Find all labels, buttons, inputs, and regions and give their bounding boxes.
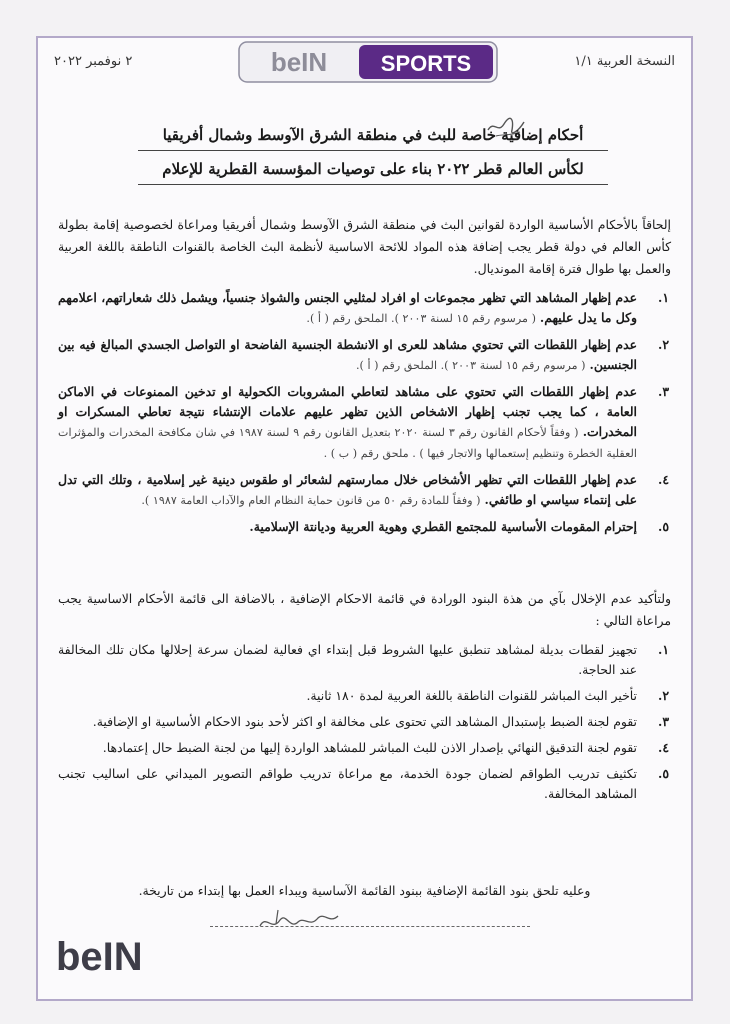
title-line-1: أحكام إضافية خاصة للبث في منطقة الشرق الآوسط وشمال أفريقيا [138, 122, 608, 151]
list-item [58, 738, 669, 758]
bein-sports-logo [237, 40, 499, 84]
bein-footer-logo [52, 926, 192, 986]
measure-text: تقوم لجنة التدقيق النهائي بإصدار الاذن للبث المباشر للمشاهد الواردة إليها من لجنة الضبط حال إعتمادها. [102, 740, 637, 755]
item-number: ٣. [658, 384, 669, 399]
list-item [58, 517, 669, 537]
list-item [58, 470, 669, 511]
item-number: ٢. [658, 688, 669, 703]
intro-paragraph: إلحاقاً بالأحكام الأساسية الواردة لقوانين البث في منطقة الشرق الآوسط وشمال أفريقيا ومراعاة لخصوصية إقامة بطولة كأس العالم في دولة قطر يجب إضافة هذه المواد للائحة الاساسية لأنظمة البث الخاصة بالقنوات الناطقة باللغة العربية والعمل بها طوال فترة إقامة المونديال. [58, 217, 671, 276]
header-version: النسخة العربية ١/١ [574, 54, 675, 69]
measure-text: تقوم لجنة الضبط بإستبدال المشاهد التي تحتوى على مخالفة او اكثر لأحد بنود الاحكام الأساسية او الإضافية. [92, 714, 637, 729]
rule-text: عدم إظهار اللقطات التي تحتوي على مشاهد لتعاطي المشروبات الكحولية او تدخين الممنوعات في الاماكن العامة ، كما يجب تجنب إظهار الاشخاص الذين تظهر عليهم علامات الإنتشاء نتيجة تعاطي المسكرات او المخدرات. [58, 384, 637, 439]
rule-text: عدم إظهار اللقطات التي تحتوي مشاهد للعرى او الانشطة الجنسية الفاضحة او التواصل الجسدي المبالغ فيه بين الجنسين. [58, 337, 637, 372]
logo-sports-text: SPORTS [380, 51, 472, 76]
item-number: ٢. [658, 337, 669, 352]
rule-reference: ( وفقاً لأحكام القانون رقم ٣ لسنة ٢٠٢٠ بتعديل القانون رقم ٩ لسنة ١٩٨٧ في شان مكافحة المخدرات والمؤثرات العقلية الخطرة وتنظيم إستعمالها والاتجار فيها ) . ملحق رقم ( ب ) . [58, 426, 637, 460]
footer-logo-text: beIN [56, 935, 143, 979]
document-page [36, 36, 693, 1001]
rules-list [58, 288, 669, 543]
item-number: ٤. [658, 740, 669, 755]
measure-text: تجهيز لقطات بديلة لمشاهد تنطبق عليها الشروط قبل إبتداء اي فعالية لضمان سرعة إحلالها مكان تلك المخالفة عند الحاجة. [58, 642, 637, 677]
list-item [58, 764, 669, 804]
item-number: ٥. [658, 766, 669, 781]
list-item [58, 686, 669, 706]
closing-paragraph: وعليه تلحق بنود القائمة الإضافية ببنود القائمة الآساسية ويبداء العمل بها إبتداء من تاريخة. [138, 883, 591, 898]
rule-text: عدم إظهار اللقطات التي تظهر الأشخاص خلال ممارستهم لشعائر او طقوس دينية غير إسلامية ، وتلك التي تدل على إنتماء سياسي او طائفي. [58, 472, 637, 507]
item-number: ١. [658, 290, 669, 305]
item-number: ٤. [658, 472, 669, 487]
rule-reference: ( مرسوم رقم ١٥ لسنة ٢٠٠٣ ). الملحق رقم ( أ ). [356, 359, 586, 372]
rule-text: إحترام المقومات الأساسية للمجتمع القطري وهوية العربية وديانتة الإسلامية. [249, 519, 637, 534]
item-number: ١. [658, 642, 669, 657]
logo-bein-text: beIN [270, 47, 328, 77]
measure-text: تكثيف تدريب الطواقم لضمان جودة الخدمة، مع مراعاة تدريب طواقم التصوير الميداني على اساليب تجنب المشاهد المخالفة. [58, 766, 637, 801]
item-number: ٥. [658, 519, 669, 534]
list-item [58, 382, 669, 464]
list-item [58, 640, 669, 680]
list-item [58, 712, 669, 732]
title-line-2: لكأس العالم قطر ٢٠٢٢ بناء على توصيات المؤسسة القطرية للإعلام [138, 156, 608, 185]
rule-text: عدم إظهار المشاهد التي تظهر مجموعات او افراد لمثليي الجنس والشواذ جنسياً، ويشمل ذلك شعاراتهم، اعلامهم وكل ما يدل عليهم. [58, 290, 637, 325]
signature-line [210, 926, 530, 927]
item-number: ٣. [658, 714, 669, 729]
measures-list [58, 640, 669, 810]
measures-intro-paragraph: ولتأكيد عدم الإخلال بآي من هذة البنود الورادة في قائمة الاحكام الإضافية ، بالاضافة الى قائمة الأحكام الاساسية يجب مراعاة التالي : [58, 591, 671, 628]
header-date: ٢ نوفمبر ٢٠٢٢ [54, 54, 133, 69]
measure-text: تأخير البث المباشر للقنوات الناطقة باللغة العربية لمدة ١٨٠ ثانية. [306, 688, 637, 703]
rule-reference: ( وفقاً للمادة رقم ٥٠ من قانون حماية النظام العام والآداب العامة ١٩٨٧ ). [141, 494, 481, 507]
rule-reference: ( مرسوم رقم ١٥ لسنة ٢٠٠٣ ). الملحق رقم ( أ ). [306, 312, 536, 325]
list-item [58, 335, 669, 376]
list-item [58, 288, 669, 329]
handwritten-signature [254, 904, 344, 938]
